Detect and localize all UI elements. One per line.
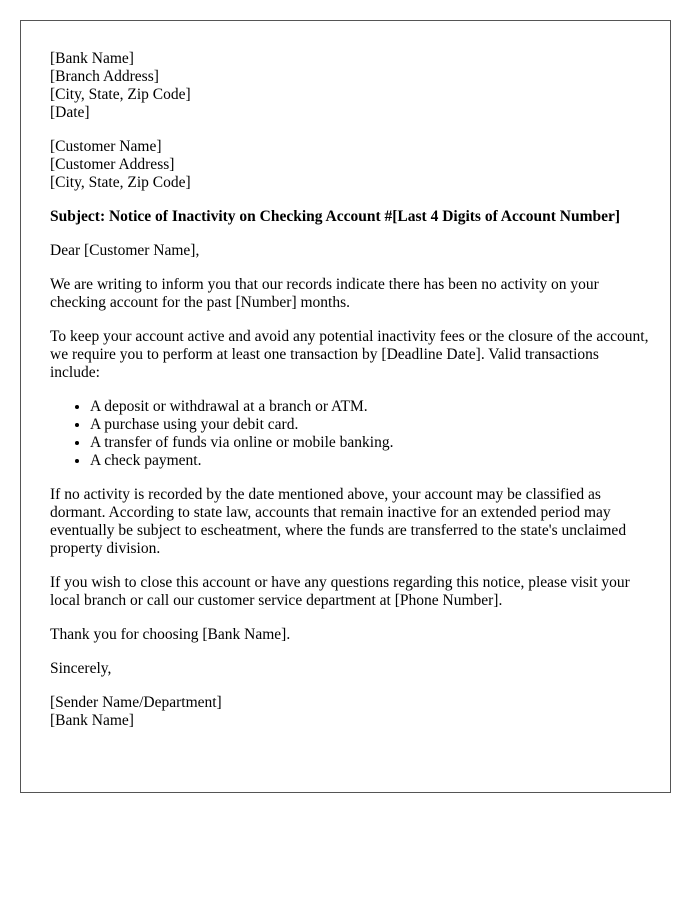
recipient-address-block [50,138,650,192]
transaction-list [50,398,650,470]
list-item: • A transfer of funds via online or mobile banking. [90,434,650,452]
bank-name: [Bank Name] [50,50,134,67]
intro-paragraph: We are writing to inform you that our records indicate there has been no activity on your checking account for the past [Number] months. [50,276,599,311]
branch-address: [Branch Address] [50,68,159,85]
list-item: • A deposit or withdrawal at a branch or ATM. [90,398,650,416]
valediction: Sincerely, [50,660,112,677]
letter-date: [Date] [50,104,90,121]
signature-bank-name: [Bank Name] [50,712,134,729]
customer-name: [Customer Name] [50,138,162,155]
signature-block [50,694,650,730]
requirement-paragraph: To keep your account active and avoid any potential inactivity fees or the closure of the account, we require you to perform at least one transaction by [Deadline Date]. Valid transactions include: [50,328,649,381]
contact-paragraph: If you wish to close this account or have any questions regarding this notice, please visit your local branch or call our customer service department at [Phone Number]. [50,574,630,609]
recipient-city-state-zip: [City, State, Zip Code] [50,174,191,191]
list-item: • A purchase using your debit card. [90,416,650,434]
sender-name: [Sender Name/Department] [50,694,222,711]
customer-address: [Customer Address] [50,156,175,173]
list-item: • A check payment. [90,452,650,470]
subject-line: Subject: Notice of Inactivity on Checking Account #[Last 4 Digits of Account Number] [50,208,621,225]
salutation: Dear [Customer Name], [50,242,200,259]
sender-city-state-zip: [City, State, Zip Code] [50,86,191,103]
dormancy-paragraph: If no activity is recorded by the date mentioned above, your account may be classified as dormant. According to state law, accounts that remain inactive for an extended period may eventually be subject to escheatment, where the funds are transferred to the state's unclaimed property division. [50,486,627,557]
thank-you-paragraph: Thank you for choosing [Bank Name]. [50,626,291,643]
sender-address-block [50,50,650,122]
letter-document [20,20,671,793]
